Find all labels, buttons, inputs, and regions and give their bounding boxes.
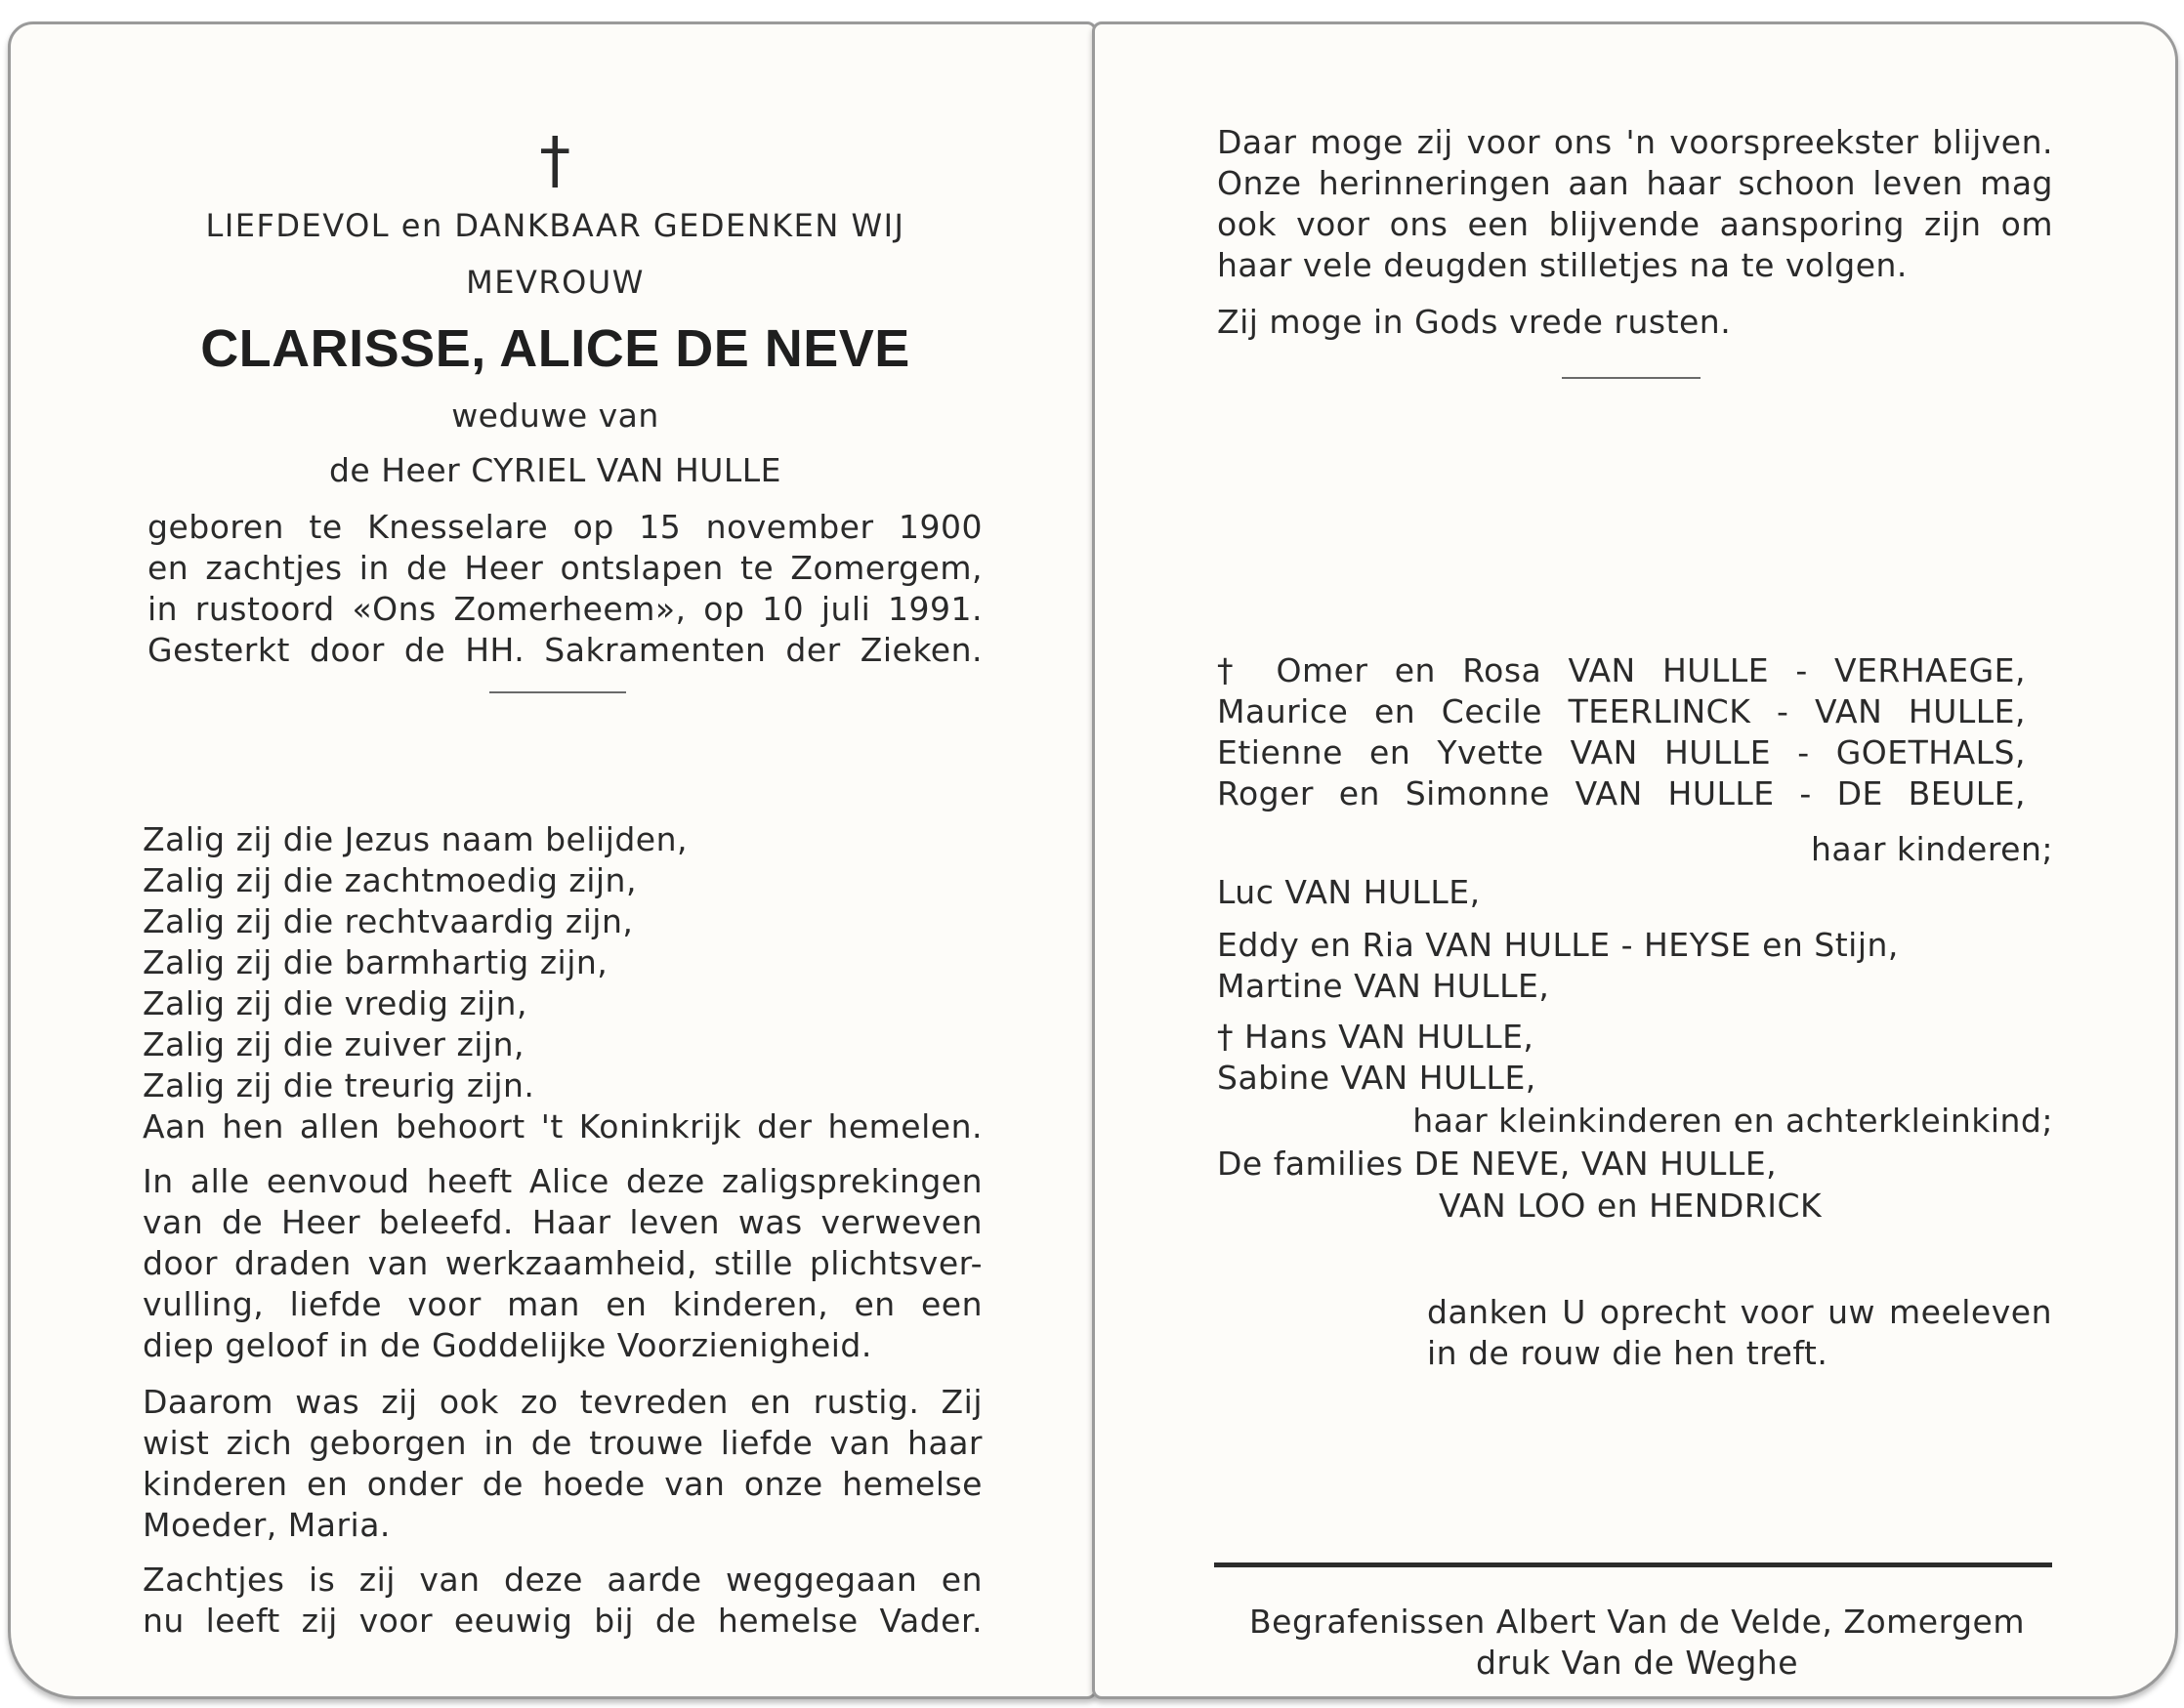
footer-rule [1214,1562,2052,1567]
text-line: Gesterkt door de HH. Sakramenten der Zieken. [147,631,983,669]
text-line: Roger en Simonne VAN HULLE - DE BEULE, [1217,774,2026,812]
text-line: Aan hen allen behoort 't Koninkrijk der hemelen. [143,1107,983,1146]
right-paragraph-1 [1217,122,2053,286]
beatitudes-paragraph [143,819,983,1147]
text-line: Etienne en Yvette VAN HULLE - GOETHALS, [1217,733,2026,771]
text-line: Zalig zij die rechtvaardig zijn, [143,902,634,940]
children-label: haar kinderen; [1810,830,2053,868]
funeral-home: Begrafenissen Albert Van de Velde, Zomergem [1249,1603,2025,1641]
cross-icon: † [539,125,571,197]
text-line: † Omer en Rosa VAN HULLE - VERHAEGE, [1217,651,2026,689]
thanks-paragraph [1427,1292,2052,1374]
text-line: ook voor ons een blijvende aansporing zijn om [1217,205,2053,243]
body-paragraph-1 [143,1161,983,1366]
text-line: In alle eenvoud heeft Alice deze zaligsprekingen [143,1162,983,1200]
text-line: haar vele deugden stilletjes na te volgen. [1217,246,1908,284]
text-line: in de rouw die hen treft. [1427,1334,1828,1372]
grandchildren-group [1217,925,1899,1007]
text-line: Martine VAN HULLE, [1217,967,1550,1005]
text-line: danken U oprecht voor uw meeleven [1427,1293,2052,1331]
text-line: † Hans VAN HULLE, [1217,1018,1534,1056]
text-line: vulling, liefde voor man en kinderen, en een [143,1285,983,1323]
birth-death-paragraph [147,507,983,671]
text-line: Zalig zij die vredig zijn, [143,984,527,1022]
widow-of-label: weduwe van [451,396,659,435]
text-line: Eddy en Ria VAN HULLE - HEYSE en Stijn, [1217,926,1899,964]
text-line: Sabine VAN HULLE, [1217,1059,1536,1097]
text-line: en zachtjes in de Heer ontslapen te Zomergem, [147,549,983,587]
text-line: Zalig zij die zuiver zijn, [143,1025,525,1063]
text-line: van de Heer beleefd. Haar leven was verweven [143,1203,983,1241]
husband-name: de Heer CYRIEL VAN HULLE [328,451,782,489]
text-line: Moeder, Maria. [143,1506,391,1544]
rest-in-peace: Zij moge in Gods vrede rusten. [1217,303,1732,341]
intro-line: LIEFDEVOL en DANKBAAR GEDENKEN WIJ [205,207,905,244]
deceased-name: CLARISSE, ALICE DE NEVE [200,319,910,378]
families-line-2: VAN LOO en HENDRICK [1439,1187,1823,1225]
text-line: Zalig zij die zachtmoedig zijn, [143,861,637,899]
grandchild-line: Luc VAN HULLE, [1217,873,1481,911]
text-line: Zalig zij die Jezus naam belijden, [143,820,689,858]
text-line: Daarom was zij ook zo tevreden en rustig. Zij [143,1383,983,1421]
text-line: kinderen en onder de hoede van onze hemelse [143,1465,983,1503]
memorial-card-right [1092,21,2178,1699]
printer: druk Van de Weghe [1475,1644,1799,1682]
text-line: in rustoord «Ons Zomerheem», op 10 juli 1991. [147,590,983,628]
text-line: Zalig zij die barmhartig zijn, [143,943,609,981]
divider [489,691,626,693]
text-line: Zalig zij die treurig zijn. [143,1066,535,1104]
text-line: nu leeft zij voor eeuwig bij de hemelse Vader. [143,1602,983,1640]
text-line: geboren te Knesselare op 15 november 1900 [147,508,983,546]
children-list [1217,650,2026,814]
memorial-card-left [8,21,1097,1699]
text-line: Onze herinneringen aan haar schoon leven mag [1217,164,2053,202]
text-line: diep geloof in de Goddelijke Voorzienigheid. [143,1326,872,1364]
families-line-1: De families DE NEVE, VAN HULLE, [1217,1145,1778,1183]
text-line: wist zich geborgen in de trouwe liefde van haar [143,1424,983,1462]
text-line: Maurice en Cecile TEERLINCK - VAN HULLE, [1217,692,2026,730]
text-line: Zachtjes is zij van deze aarde weggegaan en [143,1561,983,1599]
grandchildren-group-2 [1217,1017,1536,1099]
title-prefix: MEVROUW [466,264,645,301]
grandchildren-label: haar kleinkinderen en achterkleinkind; [1412,1102,2053,1140]
text-line: door draden van werkzaamheid, stille plichtsver- [143,1244,983,1282]
body-paragraph-3 [143,1560,983,1642]
divider [1562,377,1701,379]
body-paragraph-2 [143,1382,983,1546]
text-line: Daar moge zij voor ons 'n voorspreekster blijven. [1217,123,2053,161]
